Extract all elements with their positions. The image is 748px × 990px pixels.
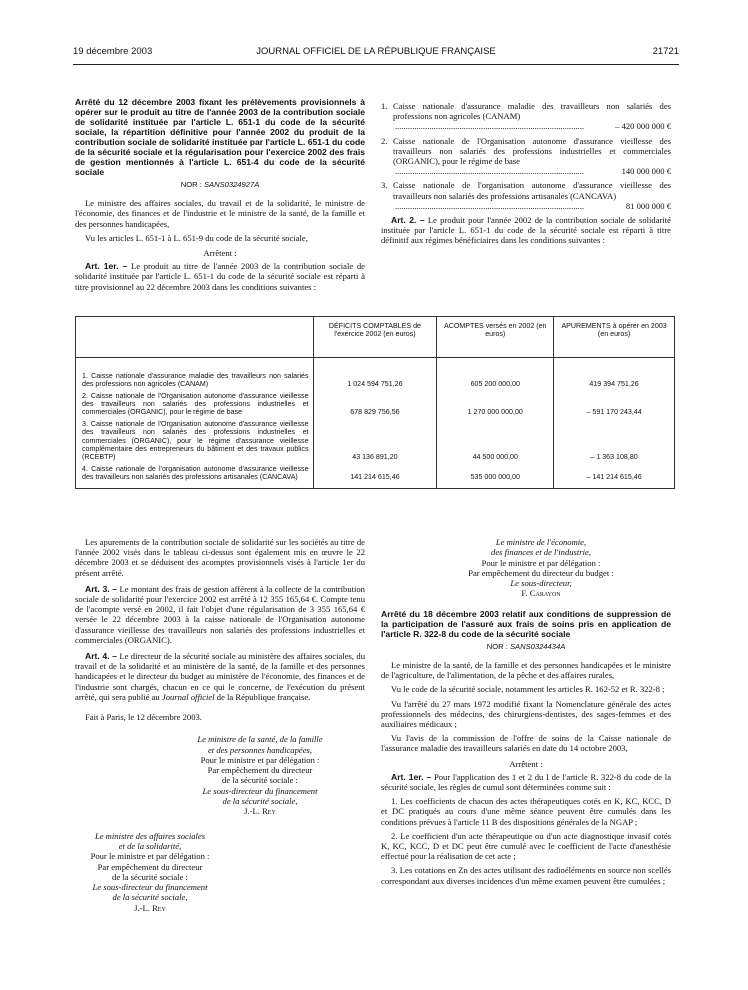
list-item-body <box>393 136 671 177</box>
page-number: 21721 <box>652 46 679 57</box>
sig-line: Le ministre des affaires sociales <box>94 830 206 841</box>
table-cell-apurement: – 591 170 243,44 <box>554 391 675 419</box>
sig-line: de la sécurité sociale : <box>222 775 298 786</box>
list-item <box>381 136 671 177</box>
allocation-table <box>75 316 675 489</box>
sig-line: Par empêchement du directeur du budget : <box>468 567 614 578</box>
table-cell-label: 1. Caisse nationale d'assurance maladie des travailleurs non salariés des professions non agricoles (CANAM) <box>76 357 314 390</box>
table-cell-deficit: 141 214 615,46 <box>313 464 437 488</box>
arrete1-arretent: Arrêtent : <box>203 248 237 259</box>
arrete2-item-1: 1. Les coefficients de chacun des actes thérapeutiques cotés en K, KC, KCC, D et DC pratiqués au cours d'une même séance peuvent être cumulés dans les conditions prévues à l'article 11 B des dispositions générales de la NGAP ; <box>381 796 671 827</box>
arrete1-art2 <box>381 215 671 246</box>
list-item-amount-row <box>393 121 671 131</box>
sig-line: Le sous-directeur du financement <box>202 785 318 796</box>
nor-code: SANS0324434A <box>509 641 566 651</box>
arrete1-visa: Vu les articles L. 651-1 à L. 651-9 du code de la sécurité sociale, <box>85 232 308 243</box>
list-item-amount: 81 000 000 € <box>625 200 671 211</box>
list-item-number: 3. <box>381 180 388 191</box>
nor-label: NOR : <box>486 641 508 651</box>
list-item-amount: – 420 000 000 € <box>615 121 671 132</box>
table-cell-deficit: 43 136 891,20 <box>313 419 437 464</box>
signature-affaires-sociales <box>75 831 225 913</box>
journal-title: JOURNAL OFFICIEL DE LA RÉPUBLIQUE FRANÇAISE <box>256 46 496 57</box>
table-cell-label: 4. Caisse nationale de l'organisation autonome d'assurance vieillesse des travailleurs non salariés des professions artisanales (CANCAVA) <box>76 464 314 488</box>
fait-a-paris: Fait à Paris, le 12 décembre 2003. <box>85 712 202 723</box>
art1-label: Art. 1er. – <box>391 771 432 782</box>
table-cell-acompte: 44 500 000,00 <box>437 419 554 464</box>
sig-line: Le sous-directeur, <box>510 578 572 589</box>
arrete1-preamble: Le ministre des affaires sociales, du travail et de la solidarité, le ministre de l'économie, des finances et de l'industrie et le ministre de la santé, de la famille et des personnes handicapées, <box>75 198 365 229</box>
table-header-deficits: DÉFICITS COMPTABLES de l'exercice 2002 (en euros) <box>313 317 437 358</box>
left-column-top <box>75 97 365 296</box>
sig-line: Pour le ministre et par délégation : <box>200 754 320 765</box>
arrete1-art3 <box>75 584 365 645</box>
header-rule <box>73 64 679 65</box>
art4-label: Art. 4. – <box>85 651 117 662</box>
table-cell-deficit: 678 829 756,56 <box>313 391 437 419</box>
arrete2-item-3: 3. Les cotations en Zn des actes utilisant des radioéléments en source non scellés correspondant aux diverses incidences d'un même examen peuvent être cumulées ; <box>381 865 671 886</box>
page-header <box>73 46 679 60</box>
list-item-amount-row <box>393 166 671 176</box>
sig-line: et de la solidarité, <box>118 840 182 851</box>
table-cell-apurement: – 1 363 108,80 <box>554 419 675 464</box>
table-header-apurements: APUREMENTS à opérer en 2003 (en euros) <box>554 317 675 358</box>
arrete2-visa-1: Vu le code de la sécurité sociale, notamment les articles R. 162-52 et R. 322-8 ; <box>391 684 665 695</box>
table-cell-apurement: 419 394 751,26 <box>554 357 675 390</box>
signature-sante <box>155 734 365 816</box>
arrete2-preamble: Le ministre de la santé, de la famille et des personnes handicapées et le ministre de l'agriculture, de l'alimentation, de la pêche et des affaires rurales, <box>381 659 671 681</box>
leader-dots: ........................................................................................ <box>395 166 585 177</box>
leader-dots: ........................................................................................ <box>395 121 585 132</box>
table-row <box>76 391 675 419</box>
list-item-number: 1. <box>381 101 388 111</box>
table-cell-label: 3. Caisse nationale de l'Organisation autonome d'assurance vieillesse des travailleurs non salariés des professions industrielles et commerciales (ORGANIC), pour le régime d'assurance vieillesse complémentaire des entrepreneurs du bâtiment et des travaux publics (RCEBTP) <box>76 419 314 464</box>
left-column-bottom <box>75 537 365 913</box>
list-item-text: Caisse nationale de l'Organisation autonome d'assurance vieillesse des travailleurs non salariés des professions industrielles et commerciales (ORGANIC), pour le régime de base <box>393 135 671 167</box>
sig-line: Le ministre de la santé, de la famille <box>197 734 323 745</box>
art2-label: Art. 2. – <box>391 215 425 226</box>
allocation-list <box>381 101 671 211</box>
apurements-paragraph: Les apurements de la contribution sociale de solidarité sur les sociétés au titre de l'année 2002 visés dans le tableau ci-dessus sont également mis en œuvre le 22 décembre 2003 et se déduisent des acomptes provisionnels visés à l'article 1er du présent arrêté. <box>75 537 365 578</box>
sig-line: Par empêchement du directeur <box>97 861 203 872</box>
arrete2-title: Arrêté du 18 décembre 2003 relatif aux conditions de suppression de la participation de l'assuré aux frais de soins pris en application de l'article R. 322-8 du code de la sécurité sociale <box>381 608 671 639</box>
art3-label: Art. 3. – <box>85 583 118 594</box>
sig-line: Le sous-directeur du financement <box>92 882 208 893</box>
list-item-body <box>393 101 671 132</box>
table-cell-acompte: 605 200 000,00 <box>437 357 554 390</box>
sig-line: de la sécurité sociale : <box>112 871 188 882</box>
issue-date: 19 décembre 2003 <box>73 46 153 57</box>
sig-line: et des personnes handicapées, <box>207 744 313 755</box>
sig-line: Pour le ministre et par délégation : <box>481 557 601 568</box>
arrete1-title: Arrêté du 12 décembre 2003 fixant les prélèvements provisionnels à opérer sur le produit au titre de l'année 2003 de la contribution sociale de solidarité instituée par l'article L. 651-1 du code de la sécurité sociale, la répartition définitive pour l'année 2002 du produit de la contribution sociale de solidarité instituée par l'article L. 651-1 du code de la sécurité sociale et la régularisation pour l'exercice 2002 des frais de gestion mentionnés à l'article L. 651-4 du code de la sécurité sociale <box>75 97 366 177</box>
art4-jo: Journal officiel <box>161 691 215 702</box>
art1-text: Pour l'application des 1 et 2 du I de l'article R. 322-8 du code de la sécurité sociale, les règles de cumul sont déterminées comme suit : <box>381 771 672 793</box>
nor-code: SANS0324927A <box>203 180 260 189</box>
art4-text-a: Le directeur de la sécurité sociale au ministère des affaires sociales, du travail et de la solidarité et au ministère de la santé, de la famille et des personnes handicapées et le directeur du budget au ministère de l'économie, des finances et de l'industrie sont chargés, chacun en ce qui le concerne, de l'exécution du présent arrêté, qui sera publié au <box>75 651 365 702</box>
sig-line: Pour le ministre et par délégation : <box>90 851 210 862</box>
table-row <box>76 419 675 464</box>
signatory-name: J.-L. Rey <box>244 806 276 817</box>
table-cell-acompte: 535 000 000,00 <box>437 464 554 488</box>
art1-text: Le produit au titre de l'année 2003 de la contribution sociale de solidarité instituée par l'article L. 651-1 du code de la sécurité sociale est réparti à titre provisionnel au 22 décembre 2003 dans les conditions suivantes : <box>75 261 365 292</box>
list-item <box>381 101 671 132</box>
table-cell-deficit: 1 024 594 751,26 <box>313 357 437 390</box>
list-item-body <box>393 180 671 211</box>
table-cell-acompte: 1 270 000 000,00 <box>437 391 554 419</box>
list-item-text: Caisse nationale d'assurance maladie des travailleurs non salariés des professions non agricoles (CANAM) <box>393 101 671 122</box>
arrete2-visa-2: Vu l'arrêté du 27 mars 1972 modifié fixant la Nomenclature générale des actes professionnels des médecins, des chirurgiens-dentistes, des sages-femmes et des auxiliaires médicaux ; <box>381 698 671 729</box>
table-header-acomptes: ACOMPTES versés en 2002 (en euros) <box>437 317 554 358</box>
list-item-text: Caisse nationale de l'organisation autonome d'assurance vieillesse des travailleurs non salariés des professions artisanales (CANCAVA) <box>393 180 671 201</box>
signatory-name: F. Carayon <box>521 588 561 599</box>
art4-text-b: de la République française. <box>216 691 311 702</box>
right-column-top <box>381 97 671 250</box>
table-row <box>76 357 675 390</box>
arrete2-art1 <box>381 772 671 792</box>
arrete2-nor <box>381 642 671 652</box>
leader-dots: ........................................................................................ <box>395 200 585 211</box>
right-column-bottom <box>381 537 671 890</box>
arrete1-art4 <box>75 651 365 702</box>
sig-line: de la sécurité sociale, <box>222 796 298 807</box>
arrete2-arretent: Arrêtent : <box>509 758 543 769</box>
sig-line: de la sécurité sociale, <box>112 892 188 903</box>
arrete2-visa-3: Vu l'avis de la commission de l'offre de soins de la Caisse nationale de l'assurance maladie des travailleurs salariés en date du 14 octobre 2003, <box>381 733 671 754</box>
arrete1-nor <box>75 180 365 190</box>
nor-label: NOR : <box>180 180 202 189</box>
signatory-name: J.-L. Rey <box>134 902 166 913</box>
table-row <box>76 464 675 488</box>
list-item-amount: 140 000 000 € <box>621 166 671 177</box>
list-item-amount-row <box>393 201 671 211</box>
arrete1-art1 <box>75 261 365 292</box>
table-cell-apurement: – 141 214 615,46 <box>554 464 675 488</box>
list-item-number: 2. <box>381 135 388 146</box>
sig-line: Par empêchement du directeur <box>207 765 313 776</box>
list-item <box>381 180 671 211</box>
table-header-row <box>76 317 675 358</box>
table-header-blank <box>76 317 314 358</box>
table-cell-label: 2. Caisse nationale de l'Organisation autonome d'assurance vieillesse des travailleurs non salariés des professions industrielles et commerciales (ORGANIC), pour le régime de base <box>76 391 314 419</box>
art1-label: Art. 1er. – <box>85 261 128 272</box>
art2-text: Le produit pour l'année 2002 de la contribution sociale de solidarité instituée par l'article L. 651-1 du code de la sécurité sociale est réparti à titre définitif aux régimes bénéficiaires dans les conditions suivantes : <box>381 215 671 246</box>
signature-economie <box>411 537 671 599</box>
sig-line: des finances et de l'industrie, <box>491 547 591 558</box>
art3-text: Le montant des frais de gestion afférent à la collecte de la contribution sociale de solidarité pour l'exercice 2002 est arrêté à 12 355 165,64 €. Compte tenu de l'acompte versé en 2002, il fait l'objet d'une régularisation de 3 355 165,64 € versée le 22 décembre 2003 à la caisse nationale de l'Organisation autonome d'assurance vieillesse des travailleurs non salariés des professions industrielles et commerciales (ORGANIC). <box>75 583 365 645</box>
sig-line: Le ministre de l'économie, <box>495 537 587 547</box>
arrete2-item-2: 2. Le coefficient d'un acte thérapeutique ou d'un acte diagnostique invasif cotés K, KC, KCC, D et DC peut être cumulé avec le coefficient de l'acte d'anesthésie effectué pour la réalisation de cet acte ; <box>381 830 671 862</box>
